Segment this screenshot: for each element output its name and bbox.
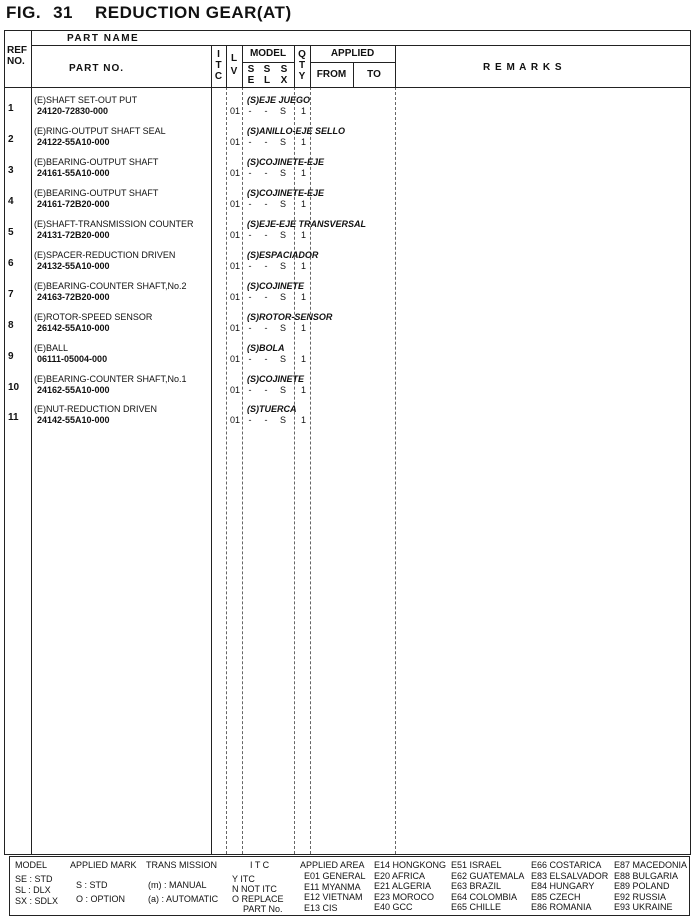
- model-sl: -: [264, 415, 268, 425]
- table-row: [5, 126, 690, 157]
- qty-value: 1: [301, 168, 307, 178]
- qty-value: 1: [301, 292, 307, 302]
- ref-no: 5: [8, 227, 14, 238]
- header-part-name: PART NAME: [67, 33, 140, 44]
- lv-value: 01: [230, 292, 241, 302]
- qty-value: 1: [301, 415, 307, 425]
- model-se: -: [248, 415, 252, 425]
- part-name: (E)BEARING-COUNTER SHAFT,No.1: [34, 374, 187, 384]
- model-sl: -: [264, 168, 268, 178]
- table-row: [5, 281, 690, 312]
- qty-value: 1: [301, 137, 307, 147]
- ref-no: 4: [8, 196, 14, 207]
- table-row: [5, 219, 690, 250]
- legend-model-title: MODEL: [15, 860, 48, 870]
- model-sl: -: [264, 261, 268, 271]
- legend-box: [9, 856, 690, 916]
- ref-no: 7: [8, 289, 14, 300]
- part-number: 24122-55A10-000: [37, 137, 110, 147]
- legend-area-col2: E14 HONGKONG E20 AFRICA E21 ALGERIA E23 MOROCO E40 GCC: [374, 860, 447, 912]
- table-row: [5, 188, 690, 219]
- lv-value: 01: [230, 385, 241, 395]
- header-itc: I T C: [214, 49, 223, 82]
- model-sx: S: [279, 415, 286, 425]
- ref-no: 10: [8, 382, 20, 393]
- part-name: (E)BEARING-OUTPUT SHAFT: [34, 157, 159, 167]
- model-se: -: [248, 106, 252, 116]
- model-sx: S: [279, 168, 286, 178]
- part-name: (E)RING-OUTPUT SHAFT SEAL: [34, 126, 166, 136]
- table-row: [5, 404, 690, 435]
- lv-value: 01: [230, 354, 241, 364]
- figure-name: REDUCTION GEAR(AT): [94, 3, 292, 22]
- part-name: (E)ROTOR-SPEED SENSOR: [34, 312, 153, 322]
- table-row: [5, 157, 690, 188]
- model-se: -: [248, 168, 252, 178]
- header-model-sl: S L: [263, 64, 271, 86]
- part-number: 24131-72B20-000: [37, 230, 110, 240]
- spanish-name: (S)EJE-EJE TRANSVERSAL: [247, 219, 367, 229]
- header-part-no: PART NO.: [69, 63, 125, 74]
- legend-area-col4: E66 COSTARICA E83 ELSALVADOR E84 HUNGARY E85 CZECH E86 ROMANIA: [531, 860, 609, 912]
- model-se: -: [248, 292, 252, 302]
- part-name: (E)BEARING-COUNTER SHAFT,No.2: [34, 281, 187, 291]
- header-remarks: R E M A R K S: [483, 62, 563, 73]
- part-number: 24161-72B20-000: [37, 199, 110, 209]
- spanish-name: (S)ROTOR-SENSOR: [247, 312, 333, 322]
- model-sx: S: [279, 230, 286, 240]
- ref-no: 11: [8, 412, 19, 423]
- spanish-name: (S)COJINETE-EJE: [247, 157, 325, 167]
- qty-value: 1: [301, 354, 307, 364]
- spanish-name: (S)COJINETE-EJE: [247, 188, 325, 198]
- model-se: -: [248, 323, 252, 333]
- legend-itc-title: I T C: [250, 860, 270, 870]
- part-number: 24142-55A10-000: [37, 415, 110, 425]
- qty-value: 1: [301, 385, 307, 395]
- spanish-name: (S)ESPACIADOR: [247, 250, 319, 260]
- legend-area-col5: E87 MACEDONIA E88 BULGARIA E89 POLAND E92 RUSSIA E93 UKRAINE: [614, 860, 688, 912]
- header-model-sx: S X: [280, 64, 288, 86]
- lv-value: 01: [230, 323, 241, 333]
- part-name: (E)BEARING-OUTPUT SHAFT: [34, 188, 159, 198]
- lv-value: 01: [230, 199, 241, 209]
- ref-no: 1: [8, 103, 14, 114]
- model-sl: -: [264, 106, 268, 116]
- model-sl: -: [264, 137, 268, 147]
- model-se: -: [248, 199, 252, 209]
- header-to: TO: [367, 69, 381, 80]
- part-name: (E)SHAFT SET-OUT PUT: [34, 95, 138, 105]
- model-sx: S: [279, 261, 286, 271]
- legend-area-col1: E01 GENERAL E11 MYANMA E12 VIETNAM E13 CIS: [304, 871, 366, 913]
- legend-area-title: APPLIED AREA: [300, 860, 365, 870]
- qty-value: 1: [301, 230, 307, 240]
- table-row: [5, 250, 690, 281]
- legend-applied-marks: S : STD O : OPTION: [76, 880, 126, 904]
- model-se: -: [248, 230, 252, 240]
- model-se: -: [248, 354, 252, 364]
- ref-no: 9: [8, 351, 14, 362]
- lv-value: 01: [230, 261, 241, 271]
- header-qty: Q T Y: [298, 49, 306, 82]
- spanish-name: (S)TUERCA: [247, 404, 297, 414]
- model-sl: -: [264, 292, 268, 302]
- model-sx: S: [279, 137, 286, 147]
- model-sl: -: [264, 323, 268, 333]
- legend-trans-title: TRANS MISSION: [146, 860, 218, 870]
- figure-title: [6, 3, 292, 23]
- table-row: [5, 374, 690, 405]
- legend-itc: Y ITC N NOT ITC O REPLACE PART No.: [232, 874, 284, 914]
- model-sl: -: [264, 199, 268, 209]
- header-model-se: S E: [247, 64, 255, 86]
- lv-value: 01: [230, 415, 241, 425]
- header-model: MODEL: [249, 48, 287, 59]
- header-applied: APPLIED: [330, 48, 375, 59]
- lv-value: 01: [230, 137, 241, 147]
- spanish-name: (S)COJINETE: [247, 374, 305, 384]
- qty-value: 1: [301, 106, 307, 116]
- qty-value: 1: [301, 323, 307, 333]
- part-number: 26142-55A10-000: [37, 323, 110, 333]
- part-number: 24161-55A10-000: [37, 168, 110, 178]
- figure-label: FIG.: [6, 3, 42, 22]
- qty-value: 1: [301, 199, 307, 209]
- legend-applied-mark-title: APPLIED MARK: [70, 860, 137, 870]
- table-row: [5, 312, 690, 343]
- row-rule-top: [31, 45, 690, 46]
- table-row: [5, 95, 690, 126]
- model-sl: -: [264, 385, 268, 395]
- model-sx: S: [279, 199, 286, 209]
- row-rule-header: [5, 87, 690, 88]
- spanish-name: (S)COJINETE: [247, 281, 305, 291]
- model-sx: S: [279, 354, 286, 364]
- model-se: -: [248, 385, 252, 395]
- legend-area-col3: E51 ISRAEL E62 GUATEMALA E63 BRAZIL E64 COLOMBIA E65 CHILLE: [451, 860, 525, 912]
- lv-value: 01: [230, 230, 241, 240]
- part-name: (E)BALL: [34, 343, 69, 353]
- header-from: FROM: [316, 69, 347, 80]
- model-se: -: [248, 261, 252, 271]
- ref-no: 8: [8, 320, 14, 331]
- row-rule-applied: [310, 62, 395, 63]
- model-sx: S: [279, 292, 286, 302]
- model-se: -: [248, 137, 252, 147]
- header-ref-no: REF NO.: [7, 45, 27, 67]
- ref-no: 2: [8, 134, 14, 145]
- model-sx: S: [279, 323, 286, 333]
- part-number: 24132-55A10-000: [37, 261, 110, 271]
- part-number: 24120-72830-000: [37, 106, 109, 116]
- legend-models: SE : STD SL : DLX SX : SDLX: [15, 874, 59, 906]
- legend-trans: (m) : MANUAL (a) : AUTOMATIC: [148, 880, 219, 904]
- spanish-name: (S)ANILLO-EJE SELLO: [247, 126, 346, 136]
- header-lv: L V: [230, 53, 238, 77]
- table-row: [5, 343, 690, 374]
- lv-value: 01: [230, 168, 241, 178]
- row-rule-model: [242, 62, 294, 63]
- figure-number: 31: [53, 3, 73, 22]
- part-number: 24163-72B20-000: [37, 292, 110, 302]
- spanish-name: (S)BOLA: [247, 343, 285, 353]
- part-number: 06111-05004-000: [37, 354, 108, 364]
- part-name: (E)SPACER-REDUCTION DRIVEN: [34, 250, 176, 260]
- part-number: 24162-55A10-000: [37, 385, 110, 395]
- col-rule-remarks: [395, 45, 396, 87]
- model-sx: S: [279, 106, 286, 116]
- model-sl: -: [264, 354, 268, 364]
- model-sx: S: [279, 385, 286, 395]
- part-name: (E)SHAFT-TRANSMISSION COUNTER: [34, 219, 194, 229]
- spanish-name: (S)EJE JUEGO: [247, 95, 311, 105]
- ref-no: 3: [8, 165, 14, 176]
- qty-value: 1: [301, 261, 307, 271]
- parts-table: [4, 30, 691, 855]
- lv-value: 01: [230, 106, 241, 116]
- part-name: (E)NUT-REDUCTION DRIVEN: [34, 404, 157, 414]
- model-sl: -: [264, 230, 268, 240]
- ref-no: 6: [8, 258, 14, 269]
